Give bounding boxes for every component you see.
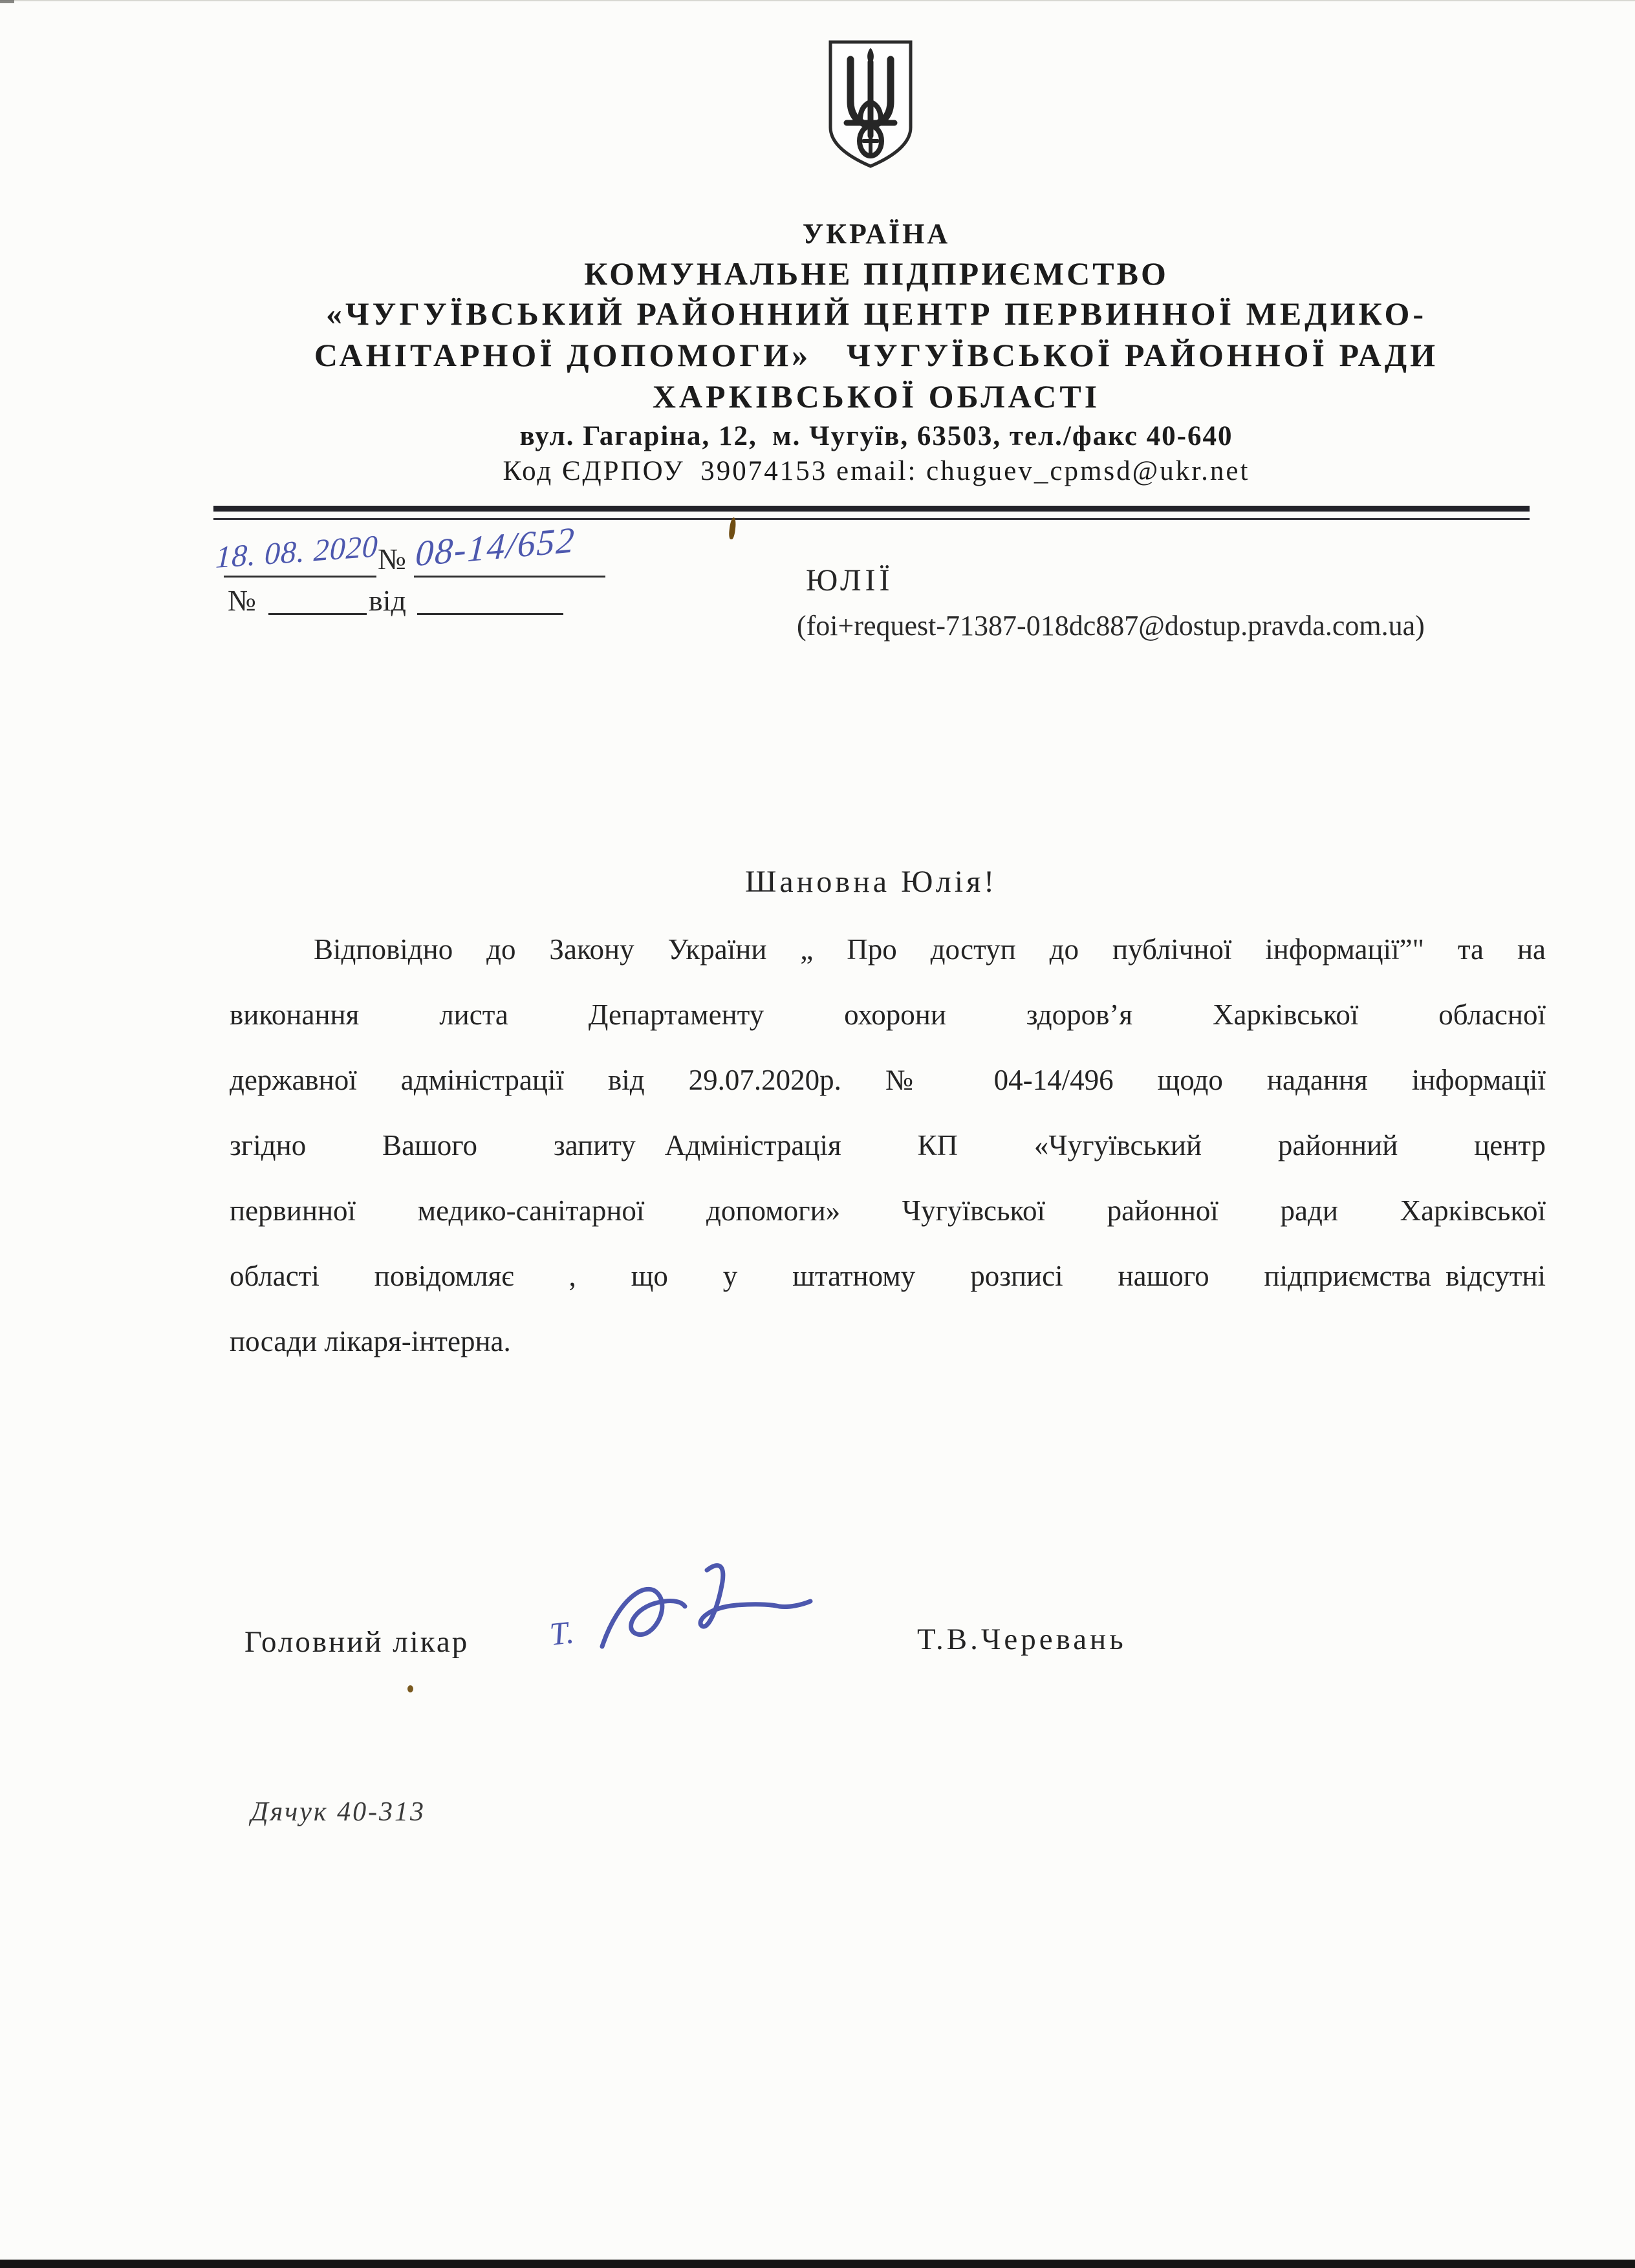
body-line: Відповідно до Закону України „ Про доступ до публічної інформації”" та на — [314, 933, 1546, 966]
letterhead-rule-thick — [213, 506, 1530, 512]
body-line: виконання листа Департаменту охорони здоров’я Харківської обласної — [230, 999, 1546, 1031]
autograph-stroke-icon — [585, 1551, 818, 1674]
outgoing-numero-sign: № — [378, 543, 406, 576]
vid-label: від — [369, 584, 406, 617]
handwritten-outgoing-number: 08-14/652 — [414, 519, 577, 575]
ukraine-trident-emblem — [827, 40, 915, 169]
letterhead-org-name-line2: САНІТАРНОЇ ДОПОМОГИ» ЧУГУЇВСЬКОЇ РАЙОННОЇ РАДИ — [314, 337, 1439, 373]
body-line: згідно Вашого запиту Адміністрація КП «Чугуївський районний центр — [230, 1129, 1546, 1161]
letter-body — [230, 917, 1546, 1374]
scan-bottom-edge — [0, 2260, 1635, 2268]
letterhead-rule-thin — [213, 518, 1530, 520]
handwritten-date: 18. 08. 2020 — [215, 529, 379, 575]
signer-name: Т.В.Черевань — [917, 1623, 1127, 1656]
body-line: області повідомляє , що у штатному розписі нашого підприємства відсутні — [230, 1260, 1546, 1292]
letterhead-address: вул. Гагаріна, 12, м. Чугуїв, 63503, тел./факс 40-640 — [519, 421, 1233, 451]
trident-icon — [827, 40, 915, 169]
body-line: посади лікаря-інтерна. — [230, 1325, 511, 1357]
scan-top-edge-line — [0, 0, 1635, 1]
incoming-date-underline — [417, 613, 563, 615]
letterhead-org-name-line1: «ЧУГУЇВСЬКИЙ РАЙОННИЙ ЦЕНТР ПЕРВИННОЇ МЕДИКО- — [325, 296, 1427, 332]
body-line: первинної медико-санітарної допомоги» Чугуївської районної ради Харківської — [230, 1194, 1546, 1227]
salutation: Шановна Юлія! — [745, 865, 998, 899]
recipient-email: (foi+request-71387-018dc887@dostup.pravda.com.ua) — [797, 610, 1425, 642]
incoming-numero-sign: № — [228, 584, 256, 617]
number-underline — [414, 576, 605, 578]
executor-note: Дячук 40-313 — [251, 1797, 426, 1827]
scan-speck — [728, 517, 737, 540]
signer-title: Головний лікар — [244, 1625, 470, 1659]
letterhead-org-type: КОМУНАЛЬНЕ ПІДПРИЄМСТВО — [584, 255, 1169, 292]
autograph-initial: Т. — [548, 1614, 576, 1652]
scan-dot — [407, 1685, 413, 1692]
scan-corner-mark — [0, 0, 14, 3]
date-underline — [224, 576, 376, 578]
letterhead-org-name-line3: ХАРКІВСЬКОЇ ОБЛАСТІ — [652, 378, 1101, 415]
incoming-number-underline — [268, 613, 367, 615]
letterhead-country: УКРАЇНА — [802, 218, 951, 250]
letterhead-edrpou-email: Код ЄДРПОУ 39074153 email: chuguev_cpmsd@ukr.net — [503, 456, 1250, 486]
recipient-name: ЮЛІЇ — [806, 563, 894, 598]
body-line: державної адміністрації від 29.07.2020р. № 04-14/496 щодо надання інформації — [230, 1064, 1546, 1096]
signature-autograph — [585, 1551, 818, 1677]
